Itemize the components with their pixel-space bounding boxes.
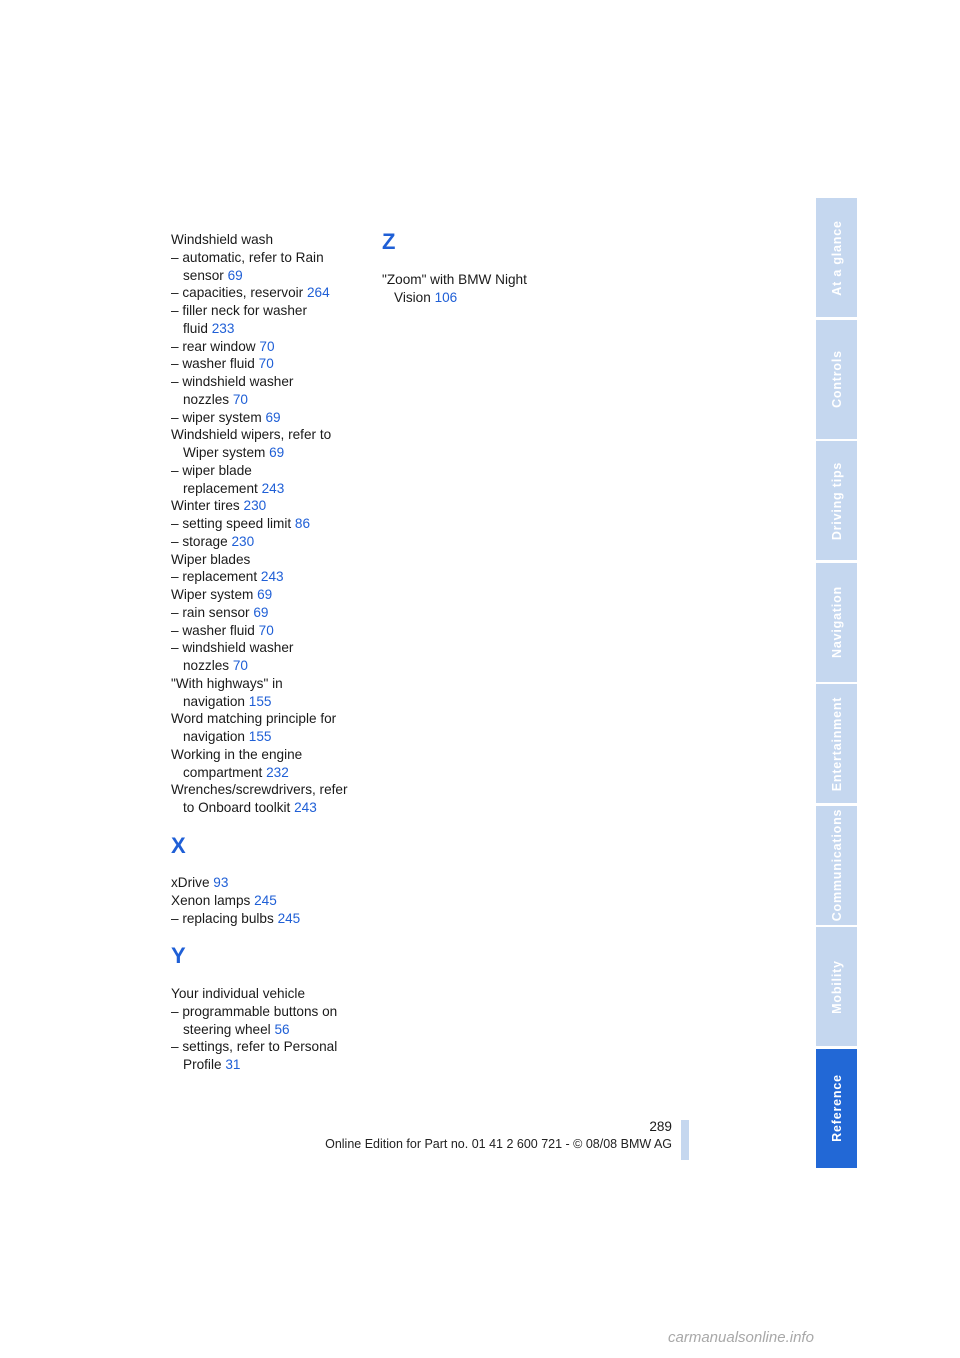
- page-link[interactable]: 230: [243, 498, 267, 514]
- index-entry: [171, 985, 371, 1003]
- section-tab-navigation[interactable]: [816, 563, 857, 682]
- index-entry-text: Vision: [394, 289, 435, 305]
- section-tab-communications[interactable]: [816, 806, 857, 925]
- index-entry-text: Word matching principle for: [171, 711, 337, 727]
- index-entry: [171, 1021, 371, 1039]
- index-entry: [171, 728, 371, 746]
- index-entry-text: fluid: [183, 320, 212, 336]
- index-entry: [171, 391, 371, 409]
- index-entry: [171, 231, 371, 249]
- index-entry: [171, 693, 371, 711]
- index-entry-text: – filler neck for washer: [171, 303, 307, 318]
- page-link[interactable]: 70: [259, 338, 275, 354]
- page-link[interactable]: 264: [307, 285, 330, 301]
- index-entry-text: – storage: [171, 533, 232, 549]
- section-tab-mobility[interactable]: [816, 927, 857, 1046]
- index-entry-text: – washer fluid: [171, 356, 259, 372]
- page-link[interactable]: 56: [274, 1021, 290, 1037]
- index-entry-text: sensor: [183, 267, 228, 283]
- page-link[interactable]: 70: [232, 391, 248, 407]
- section-tab-label: Controls: [829, 350, 844, 408]
- index-entry: [171, 409, 371, 427]
- index-entry-text: Windshield wipers, refer to: [171, 427, 332, 443]
- section-tab-label: Entertainment: [829, 696, 844, 791]
- section-tab-label: At a glance: [829, 219, 844, 296]
- index-entry: [171, 533, 371, 551]
- page-link[interactable]: 70: [258, 356, 274, 372]
- index-entry: [171, 799, 371, 817]
- index-entry-text: – windshield washer: [171, 640, 294, 656]
- index-entry-text: – replacing bulbs: [171, 910, 278, 926]
- page-link[interactable]: 243: [261, 480, 285, 496]
- index-entry-text: – wiper system: [171, 409, 266, 425]
- page-link[interactable]: 155: [248, 729, 272, 744]
- page-link[interactable]: 232: [266, 764, 289, 780]
- index-entry: [171, 568, 371, 586]
- index-entry-text: – settings, refer to Personal: [171, 1039, 338, 1055]
- page-link[interactable]: 106: [434, 289, 458, 305]
- page-link[interactable]: 93: [213, 875, 229, 891]
- index-column-left: [171, 231, 371, 1074]
- index-spacer: [171, 857, 371, 875]
- index-entry: [171, 764, 371, 782]
- page-link[interactable]: 230: [231, 533, 255, 549]
- index-section-letter: Z: [382, 229, 396, 254]
- index-entry: [171, 586, 371, 604]
- index-entry-text: – rain sensor: [171, 604, 254, 620]
- index-entry: [171, 622, 371, 640]
- index-entry-text: navigation: [183, 693, 249, 709]
- index-spacer: [382, 253, 582, 271]
- index-entry: [171, 515, 371, 533]
- page-link[interactable]: 70: [258, 622, 274, 638]
- section-tab-at-a-glance[interactable]: [816, 198, 857, 317]
- index-entry: [171, 284, 371, 302]
- section-tab-sidebar: [816, 198, 857, 1170]
- index-column-right: [382, 231, 582, 306]
- page-link[interactable]: 155: [248, 693, 272, 709]
- section-tab-label: Navigation: [829, 586, 844, 658]
- page-link[interactable]: 70: [232, 658, 248, 673]
- page-link[interactable]: 245: [254, 893, 277, 908]
- page-link[interactable]: 69: [265, 409, 281, 425]
- index-entry-text: – rear window: [171, 338, 260, 354]
- index-entry: [171, 746, 371, 764]
- index-entry-text: to Onboard toolkit: [183, 800, 295, 815]
- index-entry: [171, 551, 371, 569]
- index-entry-text: Profile: [183, 1057, 226, 1072]
- index-entry-text: Wrenches/screwdrivers, refer: [171, 782, 348, 798]
- index-entry-text: Winter tires: [171, 498, 244, 514]
- index-entry-text: – automatic, refer to Rain: [171, 249, 324, 265]
- index-entry-text: Your individual vehicle: [171, 986, 306, 1001]
- index-entry: [171, 1056, 371, 1074]
- page-link[interactable]: 233: [211, 320, 235, 336]
- index-entry-text: steering wheel: [183, 1021, 275, 1037]
- page-link[interactable]: 31: [225, 1057, 241, 1072]
- index-entry-text: replacement: [183, 480, 262, 496]
- footer-accent-bar: [681, 1120, 689, 1160]
- index-entry: [382, 271, 582, 289]
- index-entry: [171, 373, 371, 391]
- index-entry-text: – setting speed limit: [171, 516, 295, 531]
- index-entry-text: Wiper system: [171, 587, 258, 602]
- page-number: 289: [649, 1119, 672, 1134]
- index-entry: [171, 426, 371, 444]
- index-entry: [171, 320, 371, 338]
- index-entry-text: – programmable buttons on: [171, 1003, 338, 1019]
- index-entry: [171, 910, 371, 928]
- index-entry-text: Wiper blades: [171, 551, 251, 567]
- section-tab-driving-tips[interactable]: [816, 441, 857, 560]
- index-entry: [171, 675, 371, 693]
- section-tab-label: Communications: [829, 808, 844, 922]
- index-entry: [171, 781, 371, 799]
- index-entry: [171, 249, 371, 267]
- index-entry-text: navigation: [183, 729, 249, 744]
- index-entry: [171, 892, 371, 910]
- index-section-letter: Y: [171, 943, 186, 969]
- index-entry: [171, 710, 371, 728]
- index-entry-text: xDrive: [171, 875, 214, 891]
- index-entry-text: nozzles: [183, 391, 233, 407]
- index-entry: [171, 1003, 371, 1021]
- index-entry-text: "With highways" in: [171, 675, 283, 691]
- index-entry: [171, 462, 371, 480]
- index-entry: [171, 497, 371, 515]
- index-entry-text: compartment: [183, 764, 267, 780]
- footer-edition: Online Edition for Part no. 01 41 2 600 721 - © 08/08 BMW AG: [325, 1137, 672, 1151]
- page-link[interactable]: 69: [253, 604, 269, 620]
- index-entry-text: nozzles: [183, 658, 233, 673]
- index-entry: [171, 302, 371, 320]
- index-entry-text: – wiper blade: [171, 462, 252, 478]
- page-link[interactable]: 243: [260, 569, 284, 585]
- index-entry-text: – capacities, reservoir: [171, 285, 307, 301]
- index-entry: [171, 267, 371, 285]
- section-tab-controls[interactable]: [816, 320, 857, 439]
- page-link[interactable]: 245: [277, 910, 301, 926]
- section-tab-label: Mobility: [829, 959, 844, 1014]
- index-entry: [171, 874, 371, 892]
- page-link[interactable]: 86: [294, 516, 311, 531]
- index-entry: [171, 480, 371, 498]
- watermark: carmanualsonline.info: [668, 1329, 814, 1346]
- index-entry-text: – replacement: [171, 569, 261, 585]
- index-spacer: [171, 817, 371, 835]
- index-spacer: [171, 928, 371, 946]
- index-entry: [171, 338, 371, 356]
- index-entry-text: Wiper system: [183, 445, 270, 460]
- index-section-letter: X: [171, 832, 186, 858]
- page-link[interactable]: 69: [227, 267, 243, 283]
- index-entry-text: Windshield wash: [171, 232, 273, 247]
- section-tab-reference[interactable]: [816, 1049, 857, 1168]
- index-entry: [171, 444, 371, 462]
- section-tab-label: Reference: [829, 1074, 844, 1142]
- index-entry-text: – windshield washer: [171, 374, 294, 389]
- section-tab-entertainment[interactable]: [816, 684, 857, 803]
- index-entry: [382, 289, 582, 307]
- page-link[interactable]: 243: [294, 800, 317, 815]
- index-spacer: [171, 967, 371, 985]
- page-link[interactable]: 69: [269, 445, 285, 460]
- index-entry-text: "Zoom" with BMW Night: [382, 271, 527, 287]
- index-entry: [171, 639, 371, 657]
- index-entry-text: Xenon lamps: [171, 893, 255, 908]
- index-entry: [171, 604, 371, 622]
- index-entry-text: Working in the engine: [171, 746, 303, 762]
- index-entry-text: – washer fluid: [171, 622, 259, 638]
- index-entry: [171, 1038, 371, 1056]
- index-entry: [171, 657, 371, 675]
- section-tab-label: Driving tips: [829, 461, 844, 540]
- page-link[interactable]: 69: [257, 587, 273, 602]
- index-entry: [171, 355, 371, 373]
